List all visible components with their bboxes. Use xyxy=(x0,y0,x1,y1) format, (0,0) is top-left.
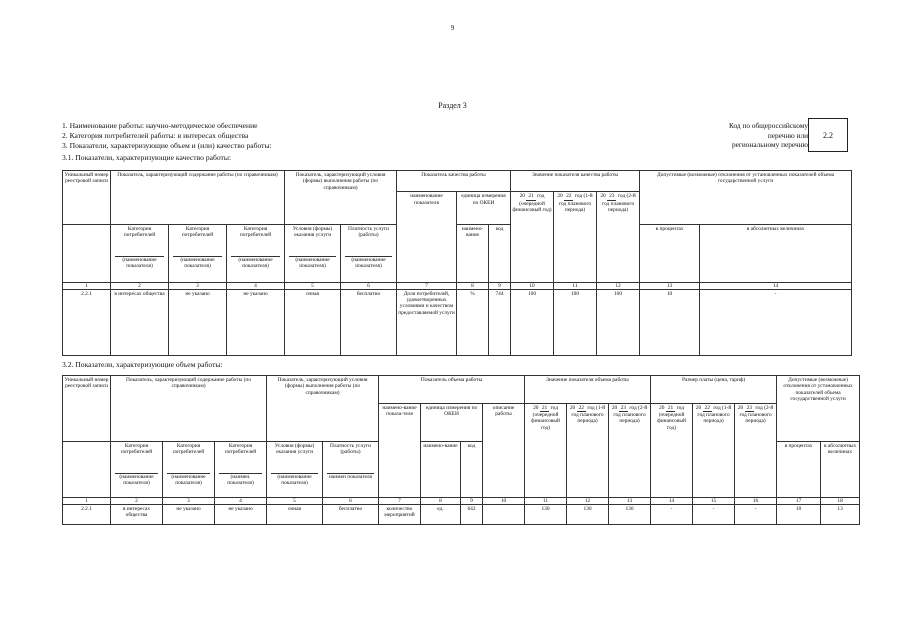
th-payment: Платность услуги (работы) (наименование показателя) xyxy=(341,224,397,282)
th-unit-code: код xyxy=(461,442,483,498)
th-conditions: Показатель, характеризующий условия (формы) выполнения работы (по справочникам) xyxy=(267,376,379,404)
th-unit: единица измерения по ОКЕИ xyxy=(421,403,483,442)
table-row: 2.2.1 в интересах общества не указано не указано очная бесплатно количество мероприятий ед. 642 130 130 130 - - - 10 13 xyxy=(63,505,860,525)
th-values: Значение показателя объема работы xyxy=(525,376,651,404)
th-dev-absolute: в абсолютных величинах xyxy=(821,442,860,498)
th-quality: Показатель качества работы xyxy=(397,171,511,192)
registry-code-label: Код по общероссийскому перечню или региональному перечню xyxy=(728,121,808,150)
th-price: Размер платы (цена, тариф) xyxy=(651,376,777,404)
section-title: Раздел 3 xyxy=(438,101,467,110)
th-vol-year-1: 20 21 год (очередной финансовый год) xyxy=(525,403,567,498)
th-content: Показатель, характеризующий содержание работы (по справочникам) xyxy=(111,171,285,192)
th-payment: Платность услуги (работы) наимен показателя xyxy=(323,442,379,498)
th-year-3: 20 23 год (2-й год планового периода) xyxy=(597,192,640,283)
th-values: Значение показателя качества работы xyxy=(511,171,640,192)
th-year-1: 20 21 год (очередной финансовый год) xyxy=(511,192,554,283)
registry-code-box: 2.2 xyxy=(808,118,848,152)
th-dev-percent: в процентах xyxy=(777,442,821,498)
th-description: описание работы xyxy=(483,403,525,498)
th-volume: Показатель объема работы xyxy=(379,376,525,404)
th-unique-number: Уникальный номер реестровой записи xyxy=(63,376,111,442)
th-unit-code: код xyxy=(489,224,511,282)
th-category-3: Категория потребителей (наимен. показателя) xyxy=(215,442,267,498)
th-unique-number: Уникальный номер реестровой записи xyxy=(63,171,111,225)
th-dev-percent: в процентах xyxy=(640,224,700,282)
th-price-year-3: 20 23 год (2-й год планового периода) xyxy=(735,403,777,498)
th-unit-name: наимено-вание xyxy=(421,442,461,498)
th-category-2: Категория потребителей (наименование показателя) xyxy=(169,224,227,282)
th-price-year-2: 20 22 год (1-й год планового периода) xyxy=(693,403,735,498)
th-content: Показатель, характеризующий содержание работы (по справочникам) xyxy=(111,376,267,404)
column-numbers-row: 1 2 3 4 5 6 7 8 9 10 11 12 13 14 xyxy=(63,282,852,289)
table-row: 2.2.1 в интересах общества не указано не указано очная бесплатно Доля потребителей, удовлетворенных условиями и качеством предоставляемой услуги % 744 100 100 100 10 - xyxy=(63,289,852,355)
th-conditions: Показатель, характеризующий условия (формы) выполнения работы (по справочникам) xyxy=(285,171,397,192)
th-deviation: Допустимые (возможные) отклонения от установленных показателей объема государственной услуги xyxy=(640,171,852,192)
quality-table xyxy=(62,170,852,356)
indicators-line: 3. Показатели, характеризующие объем и (или) качество работы: xyxy=(62,141,272,150)
th-deviation: Допустимые (возможные) отклонения от установленных показателей объема государственной услуги xyxy=(777,376,860,404)
th-category-3: Категория потребителей (наименование показателя) xyxy=(227,224,285,282)
th-category-2: Категория потребителей (наименование показателя) xyxy=(163,442,215,498)
th-year-2: 20 22 год (1-й год планового периода) xyxy=(554,192,597,283)
consumer-category-line: 2. Категория потребителей работы: в интересах общества xyxy=(62,131,249,140)
th-conditions-form: Условия (формы) оказания услуги (наименование показателя) xyxy=(285,224,341,282)
th-unit: единица измерения по ОКЕИ xyxy=(457,192,511,225)
volume-subtitle: 3.2. Показатели, характеризующие объем работы: xyxy=(62,360,223,369)
work-name-line: 1. Наименование работы: научно-методическое обеспечение xyxy=(62,121,258,130)
quality-subtitle: 3.1. Показатели, характеризующие качество работы: xyxy=(62,153,232,162)
th-dev-absolute: в абсолютных величинах xyxy=(700,224,852,282)
column-numbers-row: 1 2 3 4 5 6 7 8 9 10 11 12 13 14 15 16 17 18 xyxy=(63,498,860,505)
th-price-year-1: 20 21 год (очередной финансовый год) xyxy=(651,403,693,498)
page-number: 9 xyxy=(450,24,455,32)
th-category-1: Категория потребителей (наименование показателя) xyxy=(111,224,169,282)
th-indicator-name: наименование показателя xyxy=(397,192,457,283)
th-vol-year-2: 20 22 год (1-й год планового периода) xyxy=(567,403,609,498)
th-unit-name: наимено-вание xyxy=(457,224,489,282)
volume-table xyxy=(62,375,860,525)
th-conditions-form: Условия (формы) оказания услуги (наименование показателя) xyxy=(267,442,323,498)
th-indicator-name: наимено-вание показа-теля xyxy=(379,403,421,498)
th-category-1: Категория потребителей (наименование показателя) xyxy=(111,442,163,498)
th-vol-year-3: 20 23 год (2-й год планового периода) xyxy=(609,403,651,498)
